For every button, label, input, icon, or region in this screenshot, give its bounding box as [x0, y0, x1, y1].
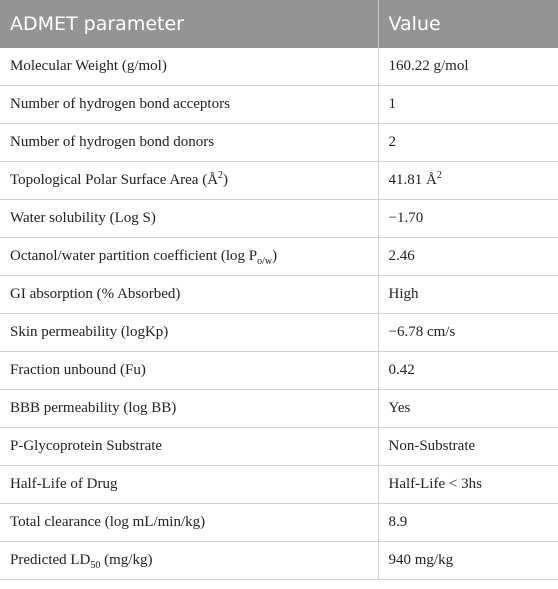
table-row	[0, 162, 558, 200]
subscript: o/w	[257, 256, 273, 267]
value-cell: 2	[378, 124, 558, 162]
table-row	[0, 466, 558, 504]
parameter-cell	[0, 162, 378, 200]
value-cell: 0.42	[378, 352, 558, 390]
parameter-cell: Skin permeability (logKp)	[0, 314, 378, 352]
parameter-cell: GI absorption (% Absorbed)	[0, 276, 378, 314]
table-row	[0, 124, 558, 162]
table-row	[0, 48, 558, 86]
value-cell: 2.46	[378, 238, 558, 276]
value-cell: −6.78 cm/s	[378, 314, 558, 352]
superscript: 2	[218, 170, 224, 181]
table-row	[0, 504, 558, 542]
parameter-cell: BBB permeability (log BB)	[0, 390, 378, 428]
table-row	[0, 200, 558, 238]
table-header-row	[0, 0, 558, 48]
parameter-cell	[0, 238, 378, 276]
column-header-value: Value	[378, 0, 558, 48]
value-cell: High	[378, 276, 558, 314]
value-cell: 8.9	[378, 504, 558, 542]
parameter-cell: Molecular Weight (g/mol)	[0, 48, 378, 86]
parameter-cell: Number of hydrogen bond acceptors	[0, 86, 378, 124]
value-cell: 940 mg/kg	[378, 542, 558, 580]
table-row	[0, 428, 558, 466]
subscript: 50	[90, 560, 101, 571]
superscript: 2	[436, 170, 442, 181]
table-row	[0, 542, 558, 580]
parameter-text: Octanol/water partition coefficient (log P	[10, 248, 258, 264]
value-text: 41.81 Å	[388, 172, 437, 188]
value-cell: Non-Substrate	[378, 428, 558, 466]
parameter-text-end: )	[223, 172, 229, 188]
parameter-text-end: (mg/kg)	[100, 552, 153, 568]
value-cell: Yes	[378, 390, 558, 428]
value-cell: −1.70	[378, 200, 558, 238]
parameter-cell: Number of hydrogen bond donors	[0, 124, 378, 162]
parameter-cell	[0, 542, 378, 580]
column-header-parameter: ADMET parameter	[0, 0, 378, 48]
parameter-text: Predicted LD	[10, 552, 91, 568]
value-cell: 1	[378, 86, 558, 124]
parameter-cell: Total clearance (log mL/min/kg)	[0, 504, 378, 542]
parameter-text: Topological Polar Surface Area (Å	[10, 172, 219, 188]
parameter-text-end: )	[272, 248, 278, 264]
table-row	[0, 314, 558, 352]
value-cell	[378, 162, 558, 200]
parameter-cell: Fraction unbound (Fu)	[0, 352, 378, 390]
table-row	[0, 352, 558, 390]
parameter-cell: Half-Life of Drug	[0, 466, 378, 504]
table-row	[0, 390, 558, 428]
parameter-cell: Water solubility (Log S)	[0, 200, 378, 238]
table-row	[0, 238, 558, 276]
value-cell: 160.22 g/mol	[378, 48, 558, 86]
parameter-cell: P-Glycoprotein Substrate	[0, 428, 378, 466]
table-row	[0, 276, 558, 314]
table-row	[0, 86, 558, 124]
value-cell: Half-Life < 3hs	[378, 466, 558, 504]
